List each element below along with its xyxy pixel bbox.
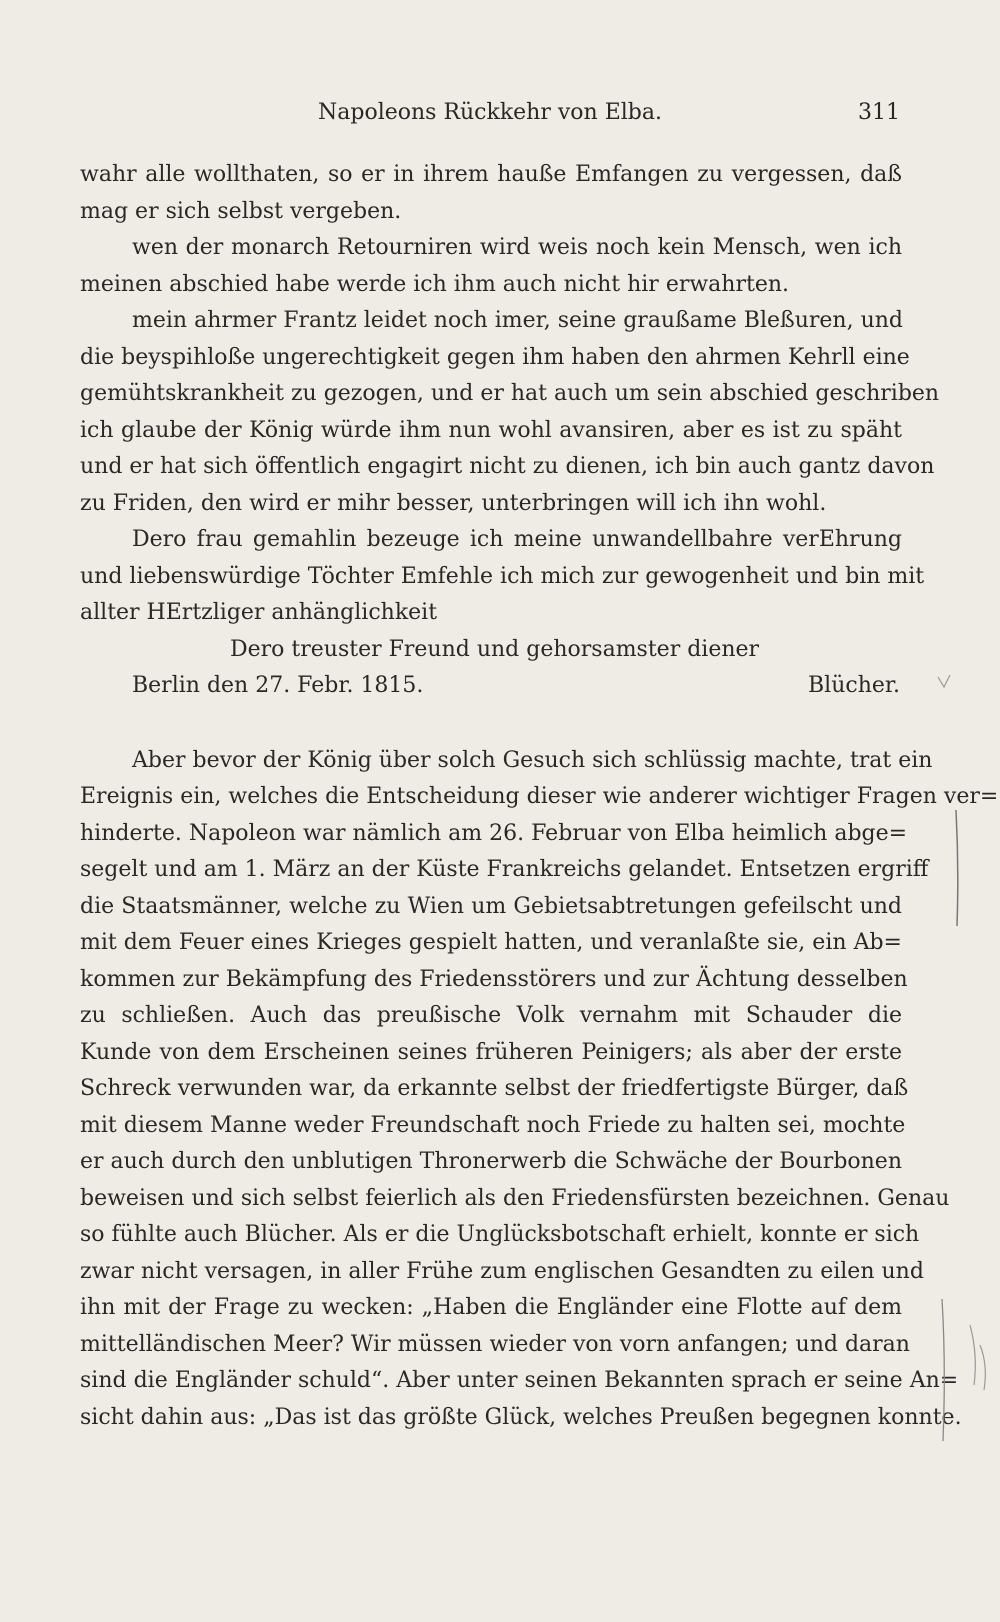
- letter-line: wen der monarch Retourniren wird weis noch kein Mensch, wen ich: [132, 235, 902, 260]
- letter-line: die beyspihloße ungerechtigkeit gegen ihm haben den ahrmen Kehrll eine: [80, 344, 910, 370]
- letter-place-date: Berlin den 27. Febr. 1815.: [132, 673, 424, 698]
- page-number: 311: [858, 100, 900, 125]
- letter-line: mag er sich selbst vergeben.: [80, 198, 402, 224]
- narrative-line: segelt und am 1. März an der Küste Frankreichs gelandet. Entsetzen ergriff: [80, 857, 929, 882]
- pencil-margin-scribble: [934, 1295, 994, 1445]
- running-title: Napoleons Rückkehr von Elba.: [318, 100, 662, 125]
- letter-line: wahr alle wollthaten, so er in ihrem hauße Emfangen zu vergessen, daß: [80, 162, 902, 187]
- section-gap: [80, 705, 902, 743]
- narrative-line: beweisen und sich selbst feierlich als den Friedensfürsten bezeichnen. Genau: [80, 1185, 950, 1211]
- quoted-letter: [80, 157, 940, 705]
- narrative-line: Ereignis ein, welches die Entscheidung dieser wie anderer wichtiger Fragen ver=: [80, 784, 999, 809]
- letter-line: meinen abschied habe werde ich ihm auch nicht hir erwahrten.: [80, 271, 790, 297]
- narrative-line: mit diesem Manne weder Freundschaft noch Friede zu halten sei, mochte: [80, 1112, 906, 1138]
- letter-signature: Blücher.: [808, 673, 900, 698]
- pencil-margin-line: [950, 808, 964, 928]
- letter-line: und er hat sich öffentlich engagirt nicht zu dienen, ich bin auch gantz davon: [80, 454, 935, 479]
- narrative-line: mit dem Feuer eines Krieges gespielt hatten, und veranlaßte sie, ein Ab=: [80, 930, 902, 955]
- page-body: [80, 157, 999, 1436]
- narrative-line: die Staatsmänner, welche zu Wien um Gebietsabtretungen gefeilscht und: [80, 893, 902, 919]
- pencil-check-mark: [936, 673, 952, 691]
- narrative-line: er auch durch den unblutigen Thronerwerb die Schwäche der Bourbonen: [80, 1149, 902, 1174]
- narrative-line: ihn mit der Frage zu wecken: „Haben die Engländer eine Flotte auf dem: [80, 1295, 902, 1320]
- letter-line: mein ahrmer Frantz leidet noch imer, seine graußame Bleßuren, und: [132, 308, 903, 333]
- letter-line: und liebenswürdige Töchter Emfehle ich mich zur gewogenheit und bin mit: [80, 563, 925, 589]
- narrative-line: so fühlte auch Blücher. Als er die Unglücksbotschaft erhielt, konnte er sich: [80, 1222, 920, 1247]
- letter-closing: Dero treuster Freund und gehorsamster diener: [230, 636, 760, 662]
- letter-line: allter HErtzliger anhänglichkeit: [80, 600, 438, 625]
- narrative-line: Aber bevor der König über solch Gesuch sich schlüssig machte, trat ein: [132, 747, 933, 773]
- letter-dateline: [80, 668, 902, 705]
- letter-line: ich glaube der König würde ihm nun wohl avansiren, aber es ist zu späht: [80, 417, 902, 443]
- letter-line: gemühtskrankheit zu gezogen, und er hat auch um sein abschied geschriben: [80, 381, 940, 406]
- narrative-line: Kunde von dem Erscheinen seines früheren Peinigers; als aber der erste: [80, 1039, 902, 1065]
- narrative-line: sicht dahin aus: „Das ist das größte Glück, welches Preußen begegnen konnte.: [80, 1404, 962, 1430]
- letter-line: Dero frau gemahlin bezeuge ich meine unwandellbahre verEhrung: [132, 527, 902, 552]
- narrative-paragraph: [80, 743, 999, 1437]
- narrative-line: Schreck verwunden war, da erkannte selbst der friedfertigste Bürger, daß: [80, 1076, 909, 1101]
- narrative-line: zwar nicht versagen, in aller Frühe zum englischen Gesandten zu eilen und: [80, 1258, 924, 1284]
- narrative-line: zu schließen. Auch das preußische Volk vernahm mit Schauder die: [80, 1003, 902, 1028]
- narrative-line: mittelländischen Meer? Wir müssen wieder von vorn anfangen; und daran: [80, 1331, 910, 1357]
- narrative-line: sind die Engländer schuld“. Aber unter seinen Bekannten sprach er seine An=: [80, 1368, 959, 1393]
- narrative-line: hinderte. Napoleon war nämlich am 26. Februar von Elba heimlich abge=: [80, 820, 908, 846]
- letter-line: zu Friden, den wird er mihr besser, unterbringen will ich ihn wohl.: [80, 490, 827, 516]
- narrative-line: kommen zur Bekämpfung des Friedensstörers und zur Ächtung desselben: [80, 966, 908, 992]
